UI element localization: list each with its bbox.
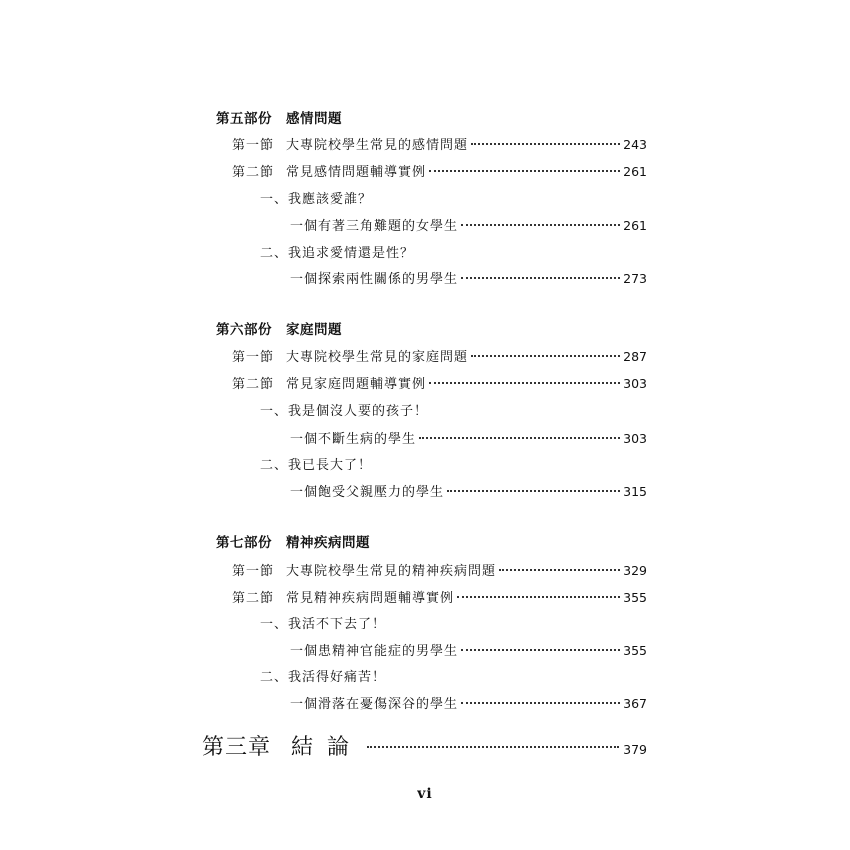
chapter-title: 結論 [291,735,364,760]
case-heading: 一、我是個沒人要的孩子！ [260,404,429,419]
case-title: 一個有著三角難題的女學生 [290,219,459,234]
page-number: 261 [623,218,647,233]
section-title: 常見感情問題輔導實例 [286,165,427,180]
toc-entry[interactable] [232,134,647,153]
page-number: 379 [623,742,647,757]
toc-entry[interactable] [232,560,647,579]
section-title: 常見家庭問題輔導實例 [286,377,427,392]
page-number: 261 [623,164,647,179]
page-number: 355 [623,643,647,658]
part-title: 精神疾病問題 [286,535,370,551]
page-number: 367 [623,696,647,711]
page-number: 315 [623,484,647,499]
case-heading: 二、我已長大了！ [260,458,373,473]
dot-leader [429,382,620,384]
part-title: 感情問題 [286,111,342,127]
section-label: 第二節 [232,165,275,180]
toc-entry[interactable] [232,161,647,180]
case-title: 一個探索兩性關係的男學生 [290,272,459,287]
page-number: 329 [623,563,647,578]
case-heading: 一、我活不下去了！ [260,617,387,632]
dot-leader [461,649,620,651]
toc-entry[interactable] [290,640,647,659]
section-title: 大專院校學生常見的家庭問題 [286,350,469,365]
section-label: 第一節 [232,350,275,365]
folio-page-number: vi [417,786,433,802]
section-title: 大專院校學生常見的精神疾病問題 [286,564,497,579]
toc-entry[interactable] [290,268,647,287]
toc-entry[interactable] [232,346,647,365]
part-heading [216,318,342,338]
case-heading: 二、我活得好痛苦！ [260,670,387,685]
part-label: 第七部份 [216,535,272,551]
part-label: 第五部份 [216,111,272,127]
case-title: 一個不斷生病的學生 [290,432,417,447]
part-heading [216,107,342,127]
dot-leader [367,746,619,748]
section-label: 第一節 [232,138,275,153]
section-title: 大專院校學生常見的感情問題 [286,138,469,153]
dot-leader [471,355,620,357]
chapter-label: 第三章 [202,735,272,760]
page-number: 355 [623,590,647,605]
chapter-entry[interactable] [202,730,647,761]
page-number: 303 [623,431,647,446]
toc-entry[interactable] [290,693,647,712]
section-label: 第二節 [232,377,275,392]
dot-leader [461,277,620,279]
dot-leader [461,224,620,226]
page-number: 243 [623,137,647,152]
section-label: 第二節 [232,591,275,606]
dot-leader [429,170,620,172]
page-number: 303 [623,376,647,391]
dot-leader [447,490,620,492]
page-number: 287 [623,349,647,364]
toc-entry[interactable] [290,215,647,234]
part-title: 家庭問題 [286,322,342,338]
part-label: 第六部份 [216,322,272,338]
dot-leader [499,569,620,571]
page-number: 273 [623,271,647,286]
case-title: 一個飽受父親壓力的學生 [290,485,445,500]
toc-entry[interactable] [232,587,647,606]
toc-entry[interactable] [290,481,647,500]
section-label: 第一節 [232,564,275,579]
dot-leader [461,702,620,704]
toc-entry[interactable] [290,428,647,447]
case-title: 一個滑落在憂傷深谷的學生 [290,697,459,712]
dot-leader [457,596,620,598]
part-heading [216,531,370,551]
toc-entry[interactable] [232,373,647,392]
case-title: 一個患精神官能症的男學生 [290,644,459,659]
section-title: 常見精神疾病問題輔導實例 [286,591,455,606]
dot-leader [419,437,620,439]
case-heading: 一、我應該愛誰？ [260,192,373,207]
dot-leader [471,143,620,145]
case-heading: 二、我追求愛情還是性？ [260,246,415,261]
